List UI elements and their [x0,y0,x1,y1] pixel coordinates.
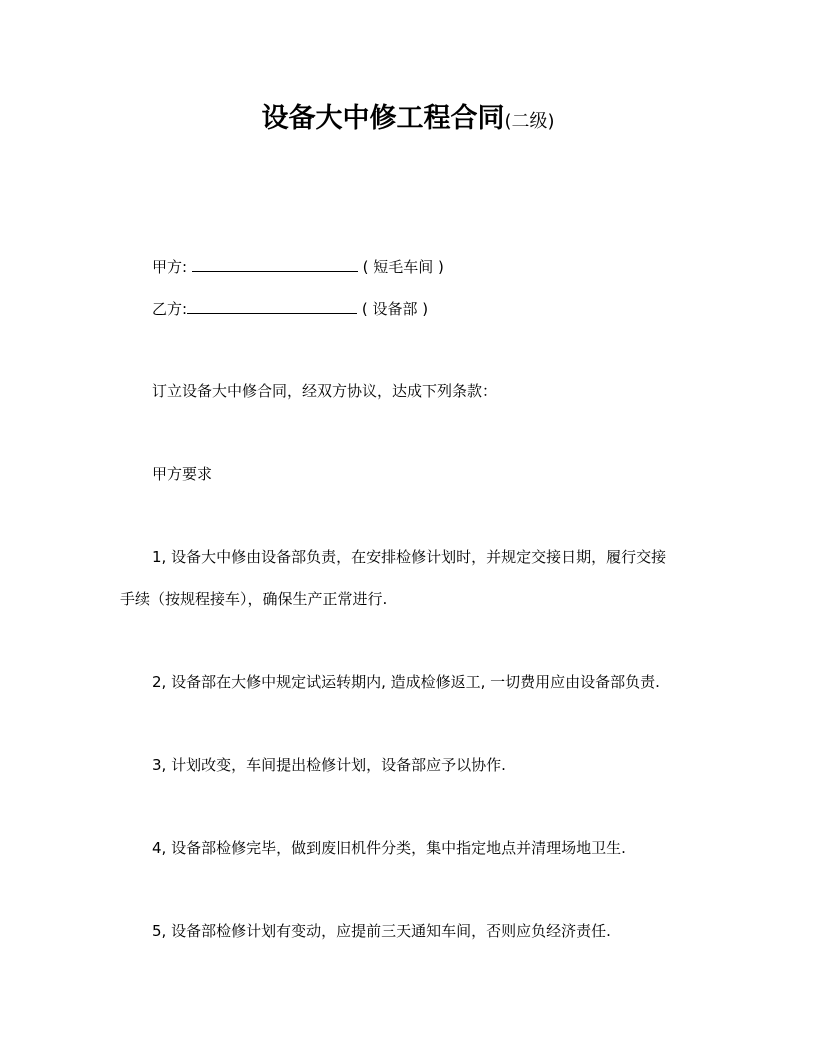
party-a-label: 甲方: [152,258,188,276]
party-a-note: ( 短毛车间 ) [362,258,444,276]
party-b-note: ( 设备部 ) [361,300,429,318]
clause-2: 2, 设备部在大修中规定试运转期内, 造成检修返工, 一切费用应由设备部负责. [152,673,660,691]
clause-4: 4, 设备部检修完毕，做到废旧机件分类，集中指定地点并清理场地卫生. [152,839,626,857]
title-sub: (二级) [504,111,555,132]
party-b-blank [187,298,357,314]
clause-5: 5, 设备部检修计划有变动，应提前三天通知车间，否则应负经济责任. [152,922,611,940]
document-title [0,96,816,135]
clause-1-line-2: 手续（按规程接车），确保生产正常进行. [120,590,388,608]
clause-1-line-1: 1, 设备大中修由设备部负责，在安排检修计划时，并规定交接日期，履行交接 [152,548,667,566]
party-b-label: 乙方: [152,300,188,318]
title-main: 设备大中修工程合同 [261,103,505,134]
party-a-line [152,256,444,277]
party-b-line [152,298,428,319]
clause-3: 3, 计划改变，车间提出检修计划，设备部应予以协作. [152,756,506,774]
section-heading: 甲方要求 [152,465,213,483]
intro-paragraph: 订立设备大中修合同，经双方协议，达成下列条款： [152,382,498,400]
party-a-blank [192,256,358,272]
